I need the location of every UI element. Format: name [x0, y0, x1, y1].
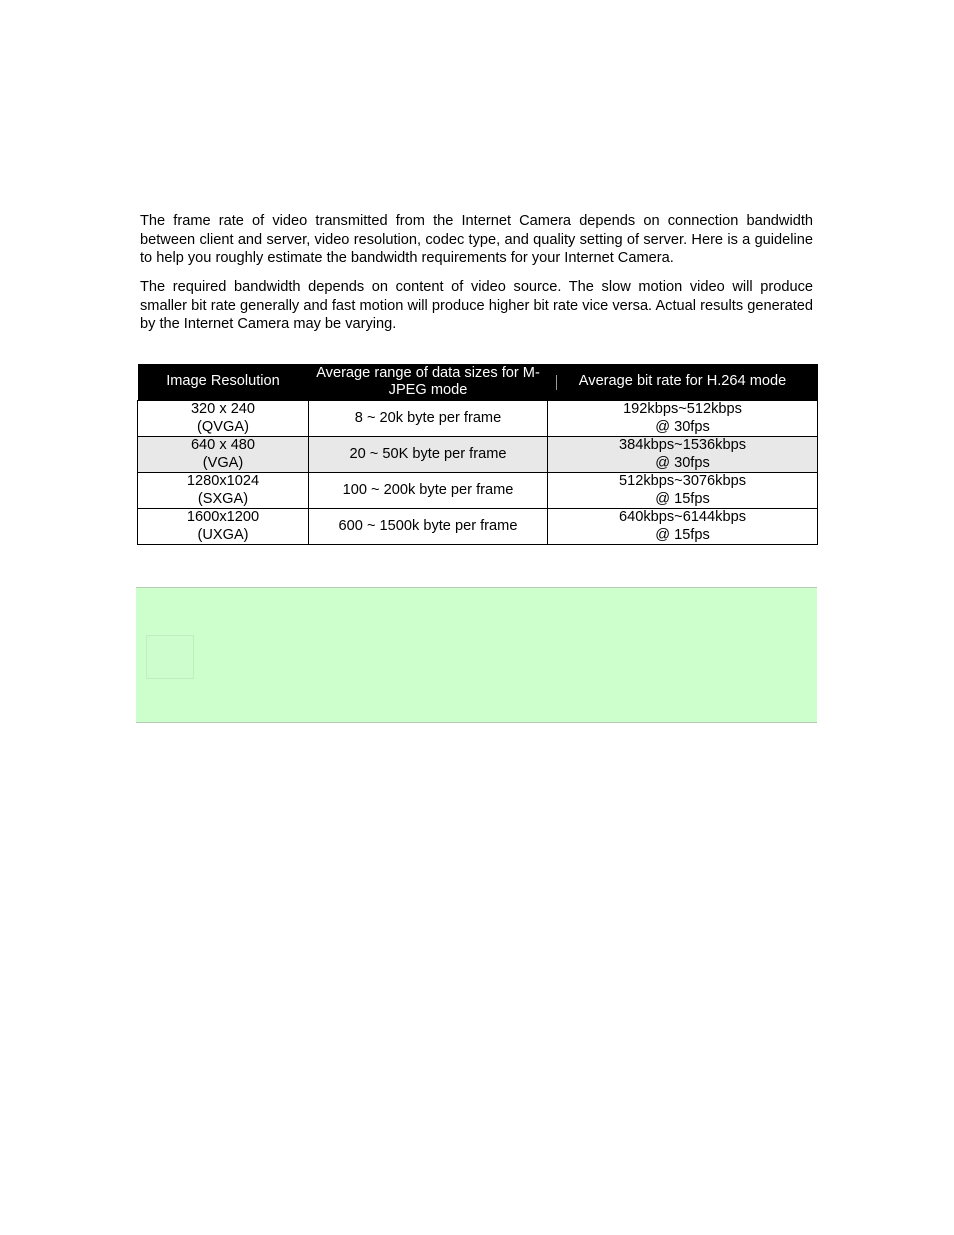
h264-framerate: @ 15fps — [655, 526, 710, 543]
mjpeg-size-cell: 600 ~ 1500k byte per frame — [309, 509, 548, 545]
h264-bitrate: 192kbps~512kbps — [623, 401, 742, 417]
h264-framerate: @ 30fps — [655, 454, 710, 471]
resolution-cell — [138, 401, 309, 437]
h264-rate-cell — [548, 437, 818, 473]
resolution-size: 640 x 480 — [190, 437, 256, 453]
table-row — [138, 401, 818, 437]
resolution-size: 1600x1200 — [186, 509, 260, 525]
header-image-resolution: Image Resolution — [138, 364, 309, 401]
note-box — [136, 587, 817, 723]
resolution-cell — [138, 437, 309, 473]
h264-bitrate: 640kbps~6144kbps — [619, 509, 746, 525]
table-row — [138, 437, 818, 473]
h264-framerate: @ 30fps — [655, 418, 710, 435]
resolution-name: (UXGA) — [197, 526, 249, 543]
table-row — [138, 509, 818, 545]
resolution-cell — [138, 473, 309, 509]
intro-paragraph: The frame rate of video transmitted from the Internet Camera depends on connection bandwidth between client and server, video resolution, codec type, and quality setting of server. Here is a guideline to help you roughly estimate the bandwidth requirements for your Internet Camera. — [140, 213, 813, 267]
bandwidth-paragraph: The required bandwidth depends on content of video source. The slow motion video will produce smaller bit rate generally and fast motion will produce higher bit rate vice versa. Actual results generated by the Internet Camera may be varying. — [140, 279, 813, 333]
h264-rate-cell — [548, 509, 818, 545]
resolution-size: 1280x1024 — [186, 473, 260, 489]
header-mjpeg-data-size: Average range of data sizes for M-JPEG mode — [309, 364, 548, 401]
bandwidth-table — [137, 364, 818, 545]
mjpeg-size-cell: 20 ~ 50K byte per frame — [309, 437, 548, 473]
mjpeg-size-cell: 100 ~ 200k byte per frame — [309, 473, 548, 509]
h264-bitrate: 512kbps~3076kbps — [619, 473, 746, 489]
resolution-size: 320 x 240 — [190, 401, 256, 417]
header-h264-bit-rate: Average bit rate for H.264 mode — [548, 364, 818, 401]
h264-bitrate: 384kbps~1536kbps — [619, 437, 746, 453]
resolution-name: (SXGA) — [197, 490, 249, 507]
table-row — [138, 473, 818, 509]
resolution-name: (VGA) — [202, 454, 244, 471]
note-icon — [146, 635, 194, 679]
resolution-cell — [138, 509, 309, 545]
h264-rate-cell — [548, 473, 818, 509]
h264-framerate: @ 15fps — [655, 490, 710, 507]
resolution-name: (QVGA) — [197, 418, 249, 435]
mjpeg-size-cell: 8 ~ 20k byte per frame — [309, 401, 548, 437]
h264-rate-cell — [548, 401, 818, 437]
table-header-row — [138, 364, 818, 401]
